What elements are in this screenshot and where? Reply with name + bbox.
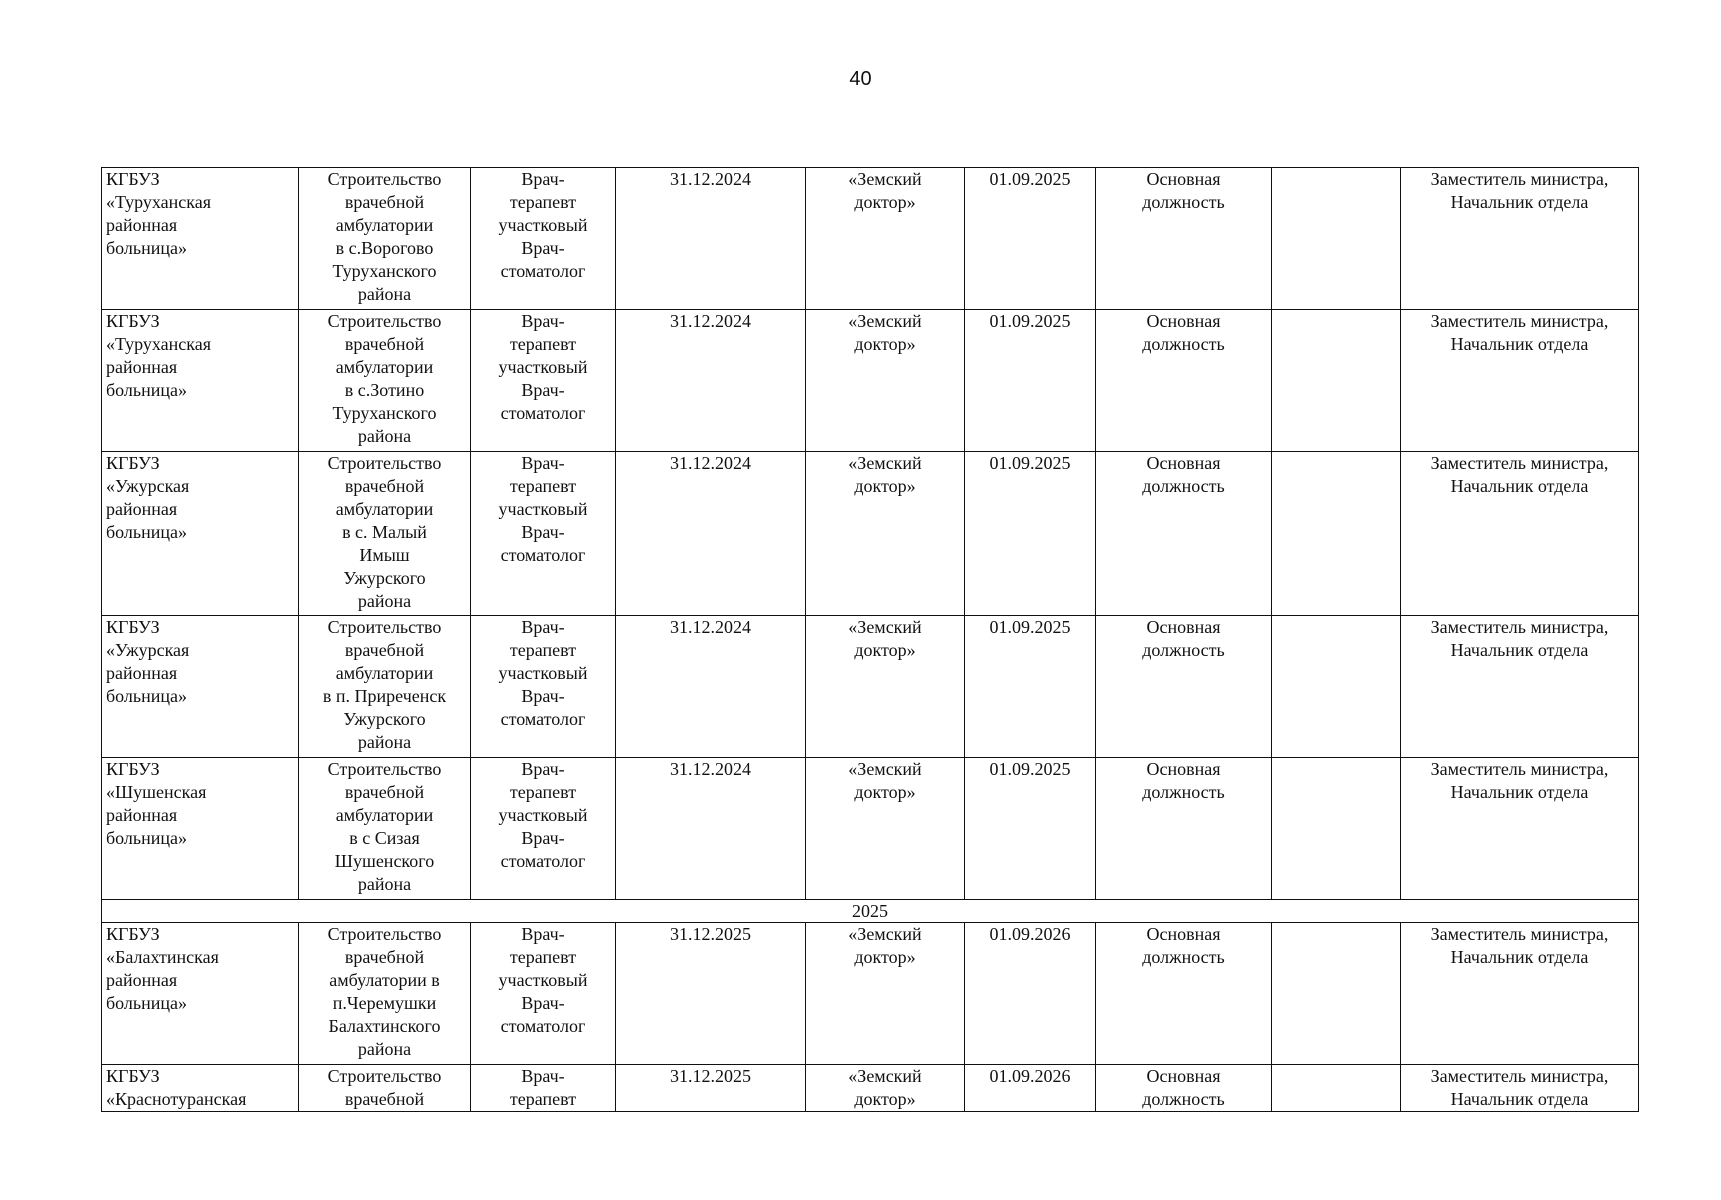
object-cell-line: в с. Малый xyxy=(342,522,427,542)
object-cell-line: Балахтинского xyxy=(328,1016,441,1036)
position-kind-cell-line: должность xyxy=(1142,334,1225,354)
positions-cell-line: Врач- xyxy=(521,993,565,1013)
position-kind-cell-line: Основная xyxy=(1146,1066,1221,1086)
organization-cell-line: «Ужурская xyxy=(106,640,190,660)
hire-date-cell: 01.09.2026 xyxy=(965,1065,1096,1112)
organization-cell-line: районная xyxy=(106,215,178,235)
positions-cell-line: терапевт xyxy=(509,782,577,802)
ready-date-cell: 31.12.2025 xyxy=(616,1065,806,1112)
table-row xyxy=(102,758,1639,900)
hire-date-cell: 01.09.2025 xyxy=(965,310,1096,452)
object-cell-line: Ужурского xyxy=(343,709,426,729)
staffing-table xyxy=(101,167,1639,1112)
organization-cell-line: КГБУЗ xyxy=(106,169,160,189)
organization-cell-line: «Шушенская xyxy=(106,782,207,802)
positions-cell-line: Врач- xyxy=(521,924,565,944)
program-cell-line: доктор» xyxy=(854,192,916,212)
responsible-cell-line: Заместитель министра, xyxy=(1430,1066,1609,1086)
program-cell-line: «Земский xyxy=(848,924,922,944)
organization-cell xyxy=(102,168,299,310)
program-cell xyxy=(806,923,965,1065)
responsible-cell-line: Начальник отдела xyxy=(1450,334,1589,354)
positions-cell-line: Врач- xyxy=(521,1066,565,1086)
responsible-cell xyxy=(1401,758,1639,900)
object-cell-line: Ужурского xyxy=(343,568,426,588)
object-cell-line: Строительство xyxy=(327,924,442,944)
responsible-cell-line: Начальник отдела xyxy=(1450,947,1589,967)
organization-cell-line: районная xyxy=(106,805,178,825)
object-cell-line: Строительство xyxy=(327,1066,442,1086)
positions-cell-line: участковый xyxy=(498,215,588,235)
organization-cell-line: районная xyxy=(106,970,178,990)
page-number: 40 xyxy=(849,68,872,90)
object-cell-line: амбулатории xyxy=(335,357,434,377)
object-cell xyxy=(299,452,471,616)
object-cell-line: Туруханского xyxy=(332,261,437,281)
table-body xyxy=(102,168,1639,1112)
program-cell-line: доктор» xyxy=(854,334,916,354)
program-cell xyxy=(806,616,965,758)
organization-cell xyxy=(102,616,299,758)
position-kind-cell-line: Основная xyxy=(1146,311,1221,331)
responsible-cell xyxy=(1401,923,1639,1065)
ready-date-cell: 31.12.2024 xyxy=(616,616,806,758)
empty-cell xyxy=(1272,758,1401,900)
responsible-cell-line: Начальник отдела xyxy=(1450,782,1589,802)
responsible-cell xyxy=(1401,452,1639,616)
positions-cell xyxy=(471,1065,616,1112)
object-cell-line: врачебной xyxy=(344,334,425,354)
program-cell-line: доктор» xyxy=(854,640,916,660)
object-cell-line: района xyxy=(357,874,412,894)
organization-cell-line: больница» xyxy=(106,993,187,1013)
organization-cell xyxy=(102,758,299,900)
position-kind-cell-line: должность xyxy=(1142,476,1225,496)
organization-cell-line: КГБУЗ xyxy=(106,311,160,331)
responsible-cell-line: Начальник отдела xyxy=(1450,1089,1589,1109)
positions-cell-line: Врач- xyxy=(521,453,565,473)
object-cell-line: района xyxy=(357,426,412,446)
position-kind-cell-line: Основная xyxy=(1146,759,1221,779)
program-cell-line: «Земский xyxy=(848,453,922,473)
positions-cell-line: Врач- xyxy=(521,617,565,637)
position-kind-cell-line: должность xyxy=(1142,947,1225,967)
ready-date-cell: 31.12.2024 xyxy=(616,310,806,452)
organization-cell-line: больница» xyxy=(106,828,187,848)
responsible-cell-line: Заместитель министра, xyxy=(1430,453,1609,473)
responsible-cell-line: Начальник отдела xyxy=(1450,476,1589,496)
organization-cell-line: «Краснотуранская xyxy=(106,1089,247,1109)
positions-cell-line: терапевт xyxy=(509,334,577,354)
organization-cell xyxy=(102,1065,299,1112)
positions-cell-line: Врач- xyxy=(521,686,565,706)
organization-cell-line: «Ужурская xyxy=(106,476,190,496)
program-cell xyxy=(806,1065,965,1112)
positions-cell-line: участковый xyxy=(498,805,588,825)
positions-cell-line: стоматолог xyxy=(500,261,586,281)
program-cell xyxy=(806,168,965,310)
program-cell xyxy=(806,310,965,452)
organization-cell-line: районная xyxy=(106,663,178,683)
object-cell xyxy=(299,168,471,310)
organization-cell-line: КГБУЗ xyxy=(106,617,160,637)
positions-cell-line: участковый xyxy=(498,970,588,990)
object-cell-line: в с.Зотино xyxy=(344,380,425,400)
object-cell-line: п.Черемушки xyxy=(332,993,437,1013)
organization-cell-line: больница» xyxy=(106,686,187,706)
object-cell xyxy=(299,616,471,758)
position-kind-cell xyxy=(1096,923,1272,1065)
positions-cell-line: Врач- xyxy=(521,311,565,331)
object-cell-line: врачебной xyxy=(344,782,425,802)
program-cell-line: доктор» xyxy=(854,1089,916,1109)
positions-cell-line: стоматолог xyxy=(500,1016,586,1036)
program-cell xyxy=(806,758,965,900)
empty-cell xyxy=(1272,168,1401,310)
positions-cell-line: терапевт xyxy=(509,192,577,212)
positions-cell-line: терапевт xyxy=(509,476,577,496)
responsible-cell xyxy=(1401,310,1639,452)
positions-cell-line: участковый xyxy=(498,663,588,683)
responsible-cell-line: Заместитель министра, xyxy=(1430,617,1609,637)
object-cell-line: амбулатории в xyxy=(329,970,440,990)
positions-cell xyxy=(471,616,616,758)
positions-cell xyxy=(471,452,616,616)
ready-date-cell: 31.12.2025 xyxy=(616,923,806,1065)
organization-cell-line: районная xyxy=(106,357,178,377)
organization-cell-line: КГБУЗ xyxy=(106,453,160,473)
responsible-cell xyxy=(1401,1065,1639,1112)
organization-cell-line: КГБУЗ xyxy=(106,759,160,779)
position-kind-cell-line: должность xyxy=(1142,782,1225,802)
program-cell-line: доктор» xyxy=(854,947,916,967)
positions-cell-line: терапевт xyxy=(509,947,577,967)
organization-cell-line: «Балахтинская xyxy=(106,947,219,967)
organization-cell-line: КГБУЗ xyxy=(106,924,160,944)
positions-cell-line: участковый xyxy=(498,499,588,519)
responsible-cell xyxy=(1401,168,1639,310)
positions-cell-line: Врач- xyxy=(521,828,565,848)
table-row xyxy=(102,1065,1639,1112)
position-kind-cell xyxy=(1096,616,1272,758)
responsible-cell-line: Заместитель министра, xyxy=(1430,924,1609,944)
object-cell-line: врачебной xyxy=(344,947,425,967)
program-cell-line: «Земский xyxy=(848,759,922,779)
table-row xyxy=(102,452,1639,616)
positions-cell-line: Врач- xyxy=(521,380,565,400)
object-cell-line: Строительство xyxy=(327,759,442,779)
object-cell xyxy=(299,758,471,900)
object-cell-line: района xyxy=(357,732,412,752)
object-cell-line: Туруханского xyxy=(332,403,437,423)
object-cell-line: в п. Приреченск xyxy=(322,686,447,706)
organization-cell-line: «Туруханская xyxy=(106,334,211,354)
object-cell-line: Имыш xyxy=(359,545,410,565)
ready-date-cell: 31.12.2024 xyxy=(616,168,806,310)
program-cell-line: доктор» xyxy=(854,476,916,496)
hire-date-cell: 01.09.2025 xyxy=(965,616,1096,758)
positions-cell xyxy=(471,310,616,452)
position-kind-cell xyxy=(1096,168,1272,310)
positions-cell-line: Врач- xyxy=(521,238,565,258)
hire-date-cell: 01.09.2026 xyxy=(965,923,1096,1065)
positions-cell xyxy=(471,923,616,1065)
organization-cell-line: районная xyxy=(106,499,178,519)
position-kind-cell-line: должность xyxy=(1142,1089,1225,1109)
positions-cell-line: стоматолог xyxy=(500,851,586,871)
hire-date-cell: 01.09.2025 xyxy=(965,452,1096,616)
object-cell xyxy=(299,310,471,452)
organization-cell-line: КГБУЗ xyxy=(106,1066,160,1086)
position-kind-cell-line: Основная xyxy=(1146,617,1221,637)
empty-cell xyxy=(1272,452,1401,616)
object-cell-line: амбулатории xyxy=(335,805,434,825)
hire-date-cell: 01.09.2025 xyxy=(965,758,1096,900)
object-cell-line: Строительство xyxy=(327,169,442,189)
positions-cell-line: терапевт xyxy=(509,640,577,660)
position-kind-cell-line: Основная xyxy=(1146,169,1221,189)
object-cell-line: амбулатории xyxy=(335,499,434,519)
object-cell-line: Строительство xyxy=(327,311,442,331)
positions-cell-line: участковый xyxy=(498,357,588,377)
program-cell-line: доктор» xyxy=(854,782,916,802)
object-cell-line: в с Сизая xyxy=(349,828,420,848)
positions-cell-line: Врач- xyxy=(521,169,565,189)
year-separator-row xyxy=(102,900,1639,923)
position-kind-cell xyxy=(1096,758,1272,900)
object-cell-line: врачебной xyxy=(344,640,425,660)
positions-cell xyxy=(471,758,616,900)
responsible-cell xyxy=(1401,616,1639,758)
object-cell-line: района xyxy=(357,591,412,611)
empty-cell xyxy=(1272,1065,1401,1112)
object-cell-line: врачебной xyxy=(344,1089,425,1109)
organization-cell-line: «Туруханская xyxy=(106,192,211,212)
positions-cell-line: стоматолог xyxy=(500,403,586,423)
responsible-cell-line: Заместитель министра, xyxy=(1430,169,1609,189)
ready-date-cell: 31.12.2024 xyxy=(616,452,806,616)
table-row xyxy=(102,310,1639,452)
positions-cell-line: стоматолог xyxy=(500,709,586,729)
object-cell-line: Строительство xyxy=(327,453,442,473)
organization-cell-line: больница» xyxy=(106,238,187,258)
object-cell xyxy=(299,1065,471,1112)
responsible-cell-line: Начальник отдела xyxy=(1450,640,1589,660)
empty-cell xyxy=(1272,616,1401,758)
table-row xyxy=(102,616,1639,758)
organization-cell-line: больница» xyxy=(106,522,187,542)
responsible-cell-line: Начальник отдела xyxy=(1450,192,1589,212)
program-cell-line: «Земский xyxy=(848,311,922,331)
object-cell-line: врачебной xyxy=(344,192,425,212)
program-cell xyxy=(806,452,965,616)
program-cell-line: «Земский xyxy=(848,617,922,637)
table-row xyxy=(102,168,1639,310)
program-cell-line: «Земский xyxy=(848,1066,922,1086)
position-kind-cell-line: должность xyxy=(1142,640,1225,660)
organization-cell xyxy=(102,452,299,616)
positions-cell-line: терапевт xyxy=(509,1089,577,1109)
empty-cell xyxy=(1272,310,1401,452)
object-cell-line: в с.Ворогово xyxy=(335,238,434,258)
position-kind-cell-line: должность xyxy=(1142,192,1225,212)
hire-date-cell: 01.09.2025 xyxy=(965,168,1096,310)
positions-cell-line: Врач- xyxy=(521,759,565,779)
ready-date-cell: 31.12.2024 xyxy=(616,758,806,900)
organization-cell-line: больница» xyxy=(106,380,187,400)
object-cell-line: амбулатории xyxy=(335,663,434,683)
responsible-cell-line: Заместитель министра, xyxy=(1430,311,1609,331)
year-label: 2025 xyxy=(102,900,1639,923)
positions-cell-line: Врач- xyxy=(521,522,565,542)
position-kind-cell xyxy=(1096,1065,1272,1112)
organization-cell xyxy=(102,923,299,1065)
position-kind-cell-line: Основная xyxy=(1146,924,1221,944)
empty-cell xyxy=(1272,923,1401,1065)
organization-cell xyxy=(102,310,299,452)
position-kind-cell xyxy=(1096,310,1272,452)
positions-cell xyxy=(471,168,616,310)
position-kind-cell-line: Основная xyxy=(1146,453,1221,473)
program-cell-line: «Земский xyxy=(848,169,922,189)
object-cell-line: Строительство xyxy=(327,617,442,637)
object-cell-line: амбулатории xyxy=(335,215,434,235)
position-kind-cell xyxy=(1096,452,1272,616)
object-cell-line: района xyxy=(357,284,412,304)
object-cell-line: врачебной xyxy=(344,476,425,496)
object-cell-line: района xyxy=(357,1039,412,1059)
positions-cell-line: стоматолог xyxy=(500,545,586,565)
table-row xyxy=(102,923,1639,1065)
object-cell xyxy=(299,923,471,1065)
object-cell-line: Шушенского xyxy=(334,851,435,871)
responsible-cell-line: Заместитель министра, xyxy=(1430,759,1609,779)
